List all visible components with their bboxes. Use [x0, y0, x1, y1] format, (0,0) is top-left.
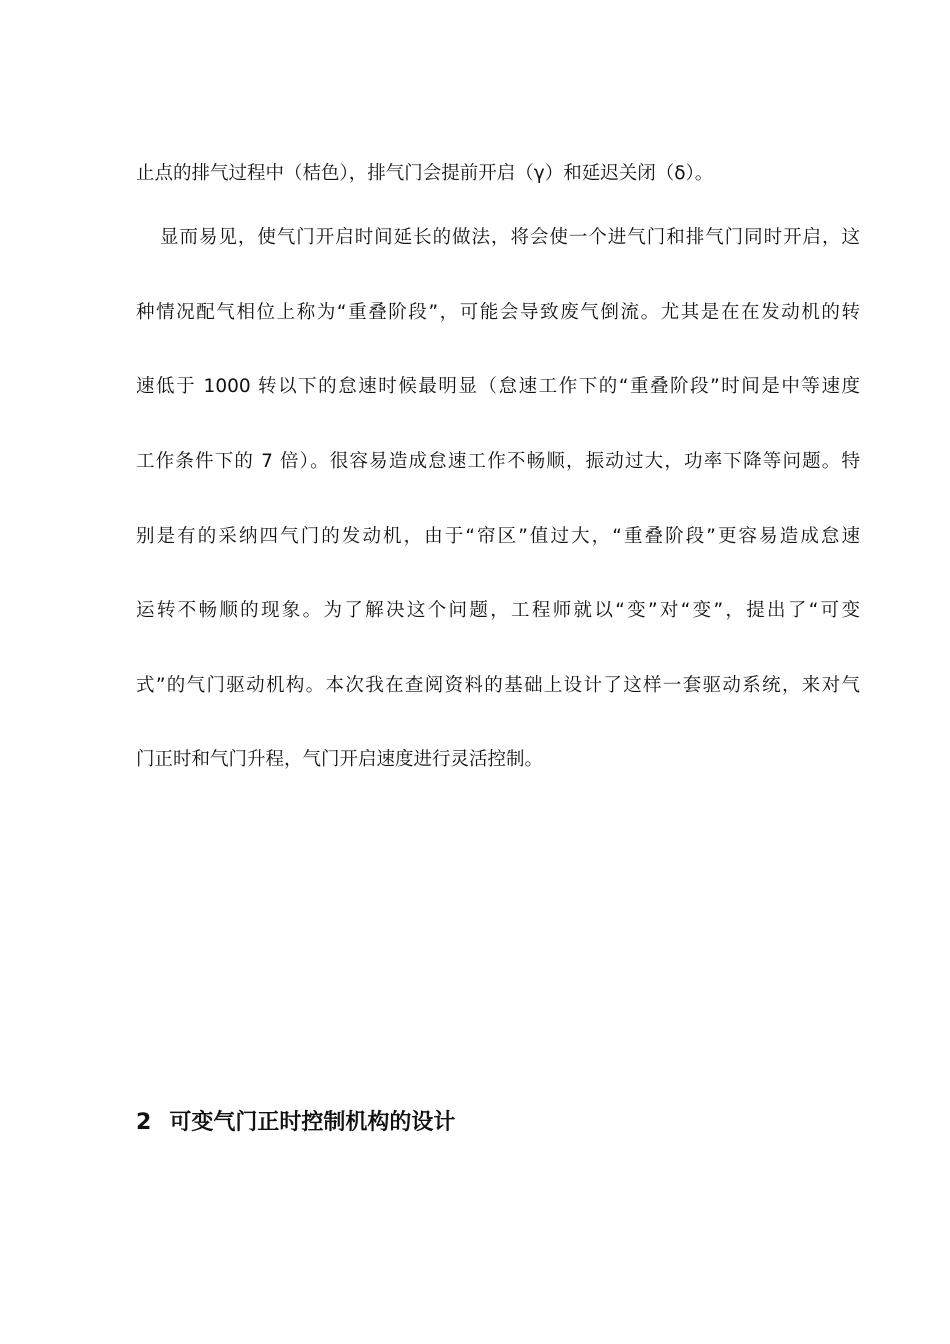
paragraph-2-line: 显而易见，使气门开启时间延长的做法，将会使一个进气门和排气门同时开启，这 [160, 227, 860, 248]
paragraph-2-line: 工作条件下的 7 倍）。很容易造成怠速工作不畅顺，振动过大，功率下降等问题。特 [136, 451, 860, 472]
paragraph-2-line: 门正时和气门升程，气门开启速度进行灵活控制。 [136, 749, 544, 770]
paragraph-1-line: 止点的排气过程中（桔色），排气门会提前开启（γ）和延迟关闭（δ）。 [136, 163, 714, 184]
paragraph-2-line: 式”的气门驱动机构。本次我在查阅资料的基础上设计了这样一套驱动系统，来对气 [136, 675, 860, 696]
section-number: 2 [136, 1110, 152, 1135]
paragraph-2-line: 种情况配气相位上称为“重叠阶段”，可能会导致废气倒流。尤其是在在发动机的转 [136, 302, 860, 323]
paragraph-2-line: 别是有的采纳四气门的发动机，由于“帘区”值过大，“重叠阶段”更容易造成怠速 [136, 526, 860, 547]
section-title: 可变气门正时控制机构的设计 [169, 1110, 456, 1135]
paragraph-2-line: 运转不畅顺的现象。为了解决这个问题，工程师就以“变”对“变”，提出了“可变 [136, 600, 860, 621]
section-heading [136, 1108, 455, 1138]
paragraph-2-line: 速低于 1000 转以下的怠速时候最明显（怠速工作下的“重叠阶段”时间是中等速度 [136, 376, 860, 397]
